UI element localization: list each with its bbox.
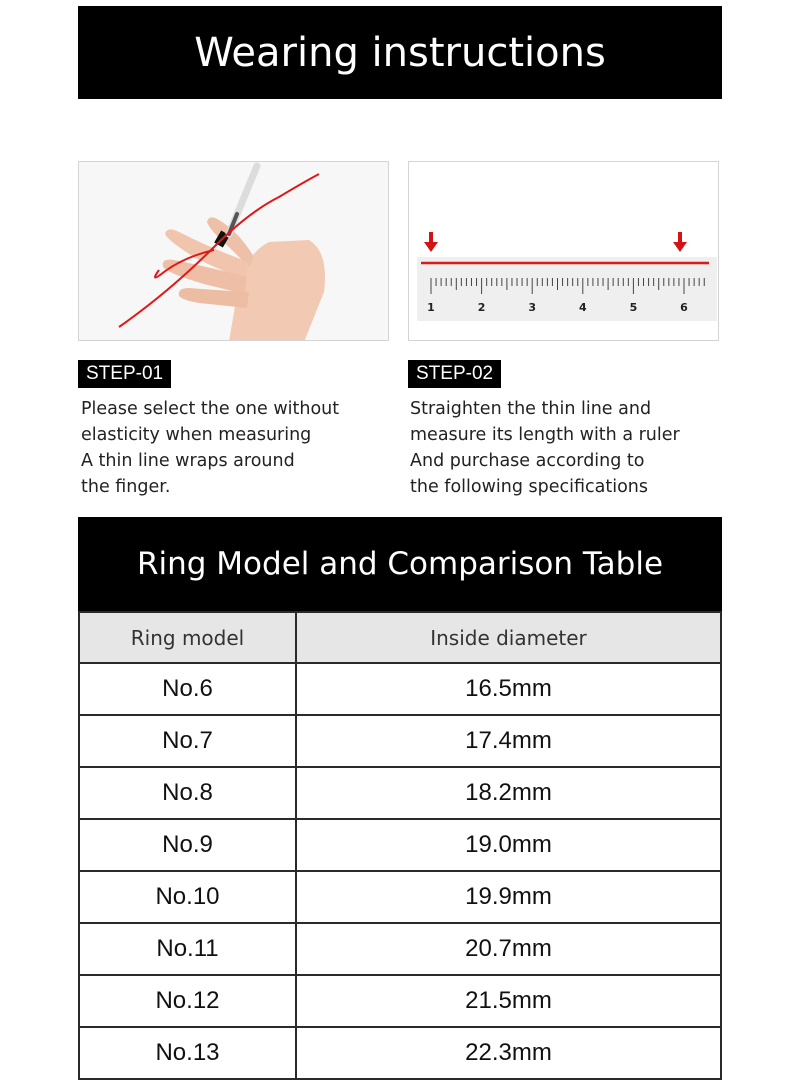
inside-diameter-cell: 18.2mm — [296, 767, 721, 819]
ruler-illustration — [409, 162, 719, 341]
step2-description — [410, 396, 730, 500]
inside-diameter-cell: 22.3mm — [296, 1027, 721, 1079]
inside-diameter-cell: 16.5mm — [296, 663, 721, 715]
table-row — [79, 975, 721, 1027]
table-row — [79, 715, 721, 767]
table-row — [79, 871, 721, 923]
inside-diameter-cell: 17.4mm — [296, 715, 721, 767]
step2-badge: STEP-02 — [408, 360, 501, 388]
step2-illustration — [408, 161, 719, 341]
page-title-banner — [78, 6, 722, 99]
comparison-table-section — [78, 517, 722, 1080]
page-title: Wearing instructions — [194, 29, 606, 76]
ruler-label: 4 — [578, 301, 587, 314]
inside-diameter-cell: 19.0mm — [296, 819, 721, 871]
inside-diameter-cell: 19.9mm — [296, 871, 721, 923]
ring-model-cell: No.11 — [79, 923, 296, 975]
step2-line: measure its length with a ruler — [410, 425, 680, 445]
hand-measuring-illustration — [79, 162, 389, 341]
header-inside-diameter: Inside diameter — [296, 612, 721, 663]
table-header-row — [79, 612, 721, 663]
ring-model-cell: No.9 — [79, 819, 296, 871]
table-title-banner — [78, 517, 722, 611]
step2-line: the following specifications — [410, 477, 649, 497]
ruler-label: 6 — [680, 301, 688, 314]
ring-model-cell: No.6 — [79, 663, 296, 715]
step1-line: Please select the one without — [81, 399, 340, 419]
table-row — [79, 767, 721, 819]
inside-diameter-cell: 20.7mm — [296, 923, 721, 975]
ring-model-cell: No.7 — [79, 715, 296, 767]
step1-line: elasticity when measuring — [81, 425, 312, 445]
step1-line: A thin line wraps around — [81, 451, 295, 471]
size-comparison-table — [78, 611, 722, 1080]
ring-model-cell: No.13 — [79, 1027, 296, 1079]
table-row — [79, 819, 721, 871]
step1-line: the finger. — [81, 477, 171, 497]
ruler-label: 3 — [528, 301, 537, 314]
table-row — [79, 663, 721, 715]
table-row — [79, 1027, 721, 1079]
step1-illustration — [78, 161, 389, 341]
ruler-label: 1 — [427, 301, 435, 314]
ruler-label: 5 — [629, 301, 638, 314]
ring-model-cell: No.10 — [79, 871, 296, 923]
ruler-label: 2 — [477, 301, 486, 314]
header-ring-model: Ring model — [79, 612, 296, 663]
step2-line: Straighten the thin line and — [410, 399, 652, 419]
step1-badge: STEP-01 — [78, 360, 171, 388]
ring-model-cell: No.8 — [79, 767, 296, 819]
step1-description — [81, 396, 401, 500]
table-title: Ring Model and Comparison Table — [136, 546, 664, 582]
inside-diameter-cell: 21.5mm — [296, 975, 721, 1027]
table-row — [79, 923, 721, 975]
step2-line: And purchase according to — [410, 451, 645, 471]
ring-model-cell: No.12 — [79, 975, 296, 1027]
